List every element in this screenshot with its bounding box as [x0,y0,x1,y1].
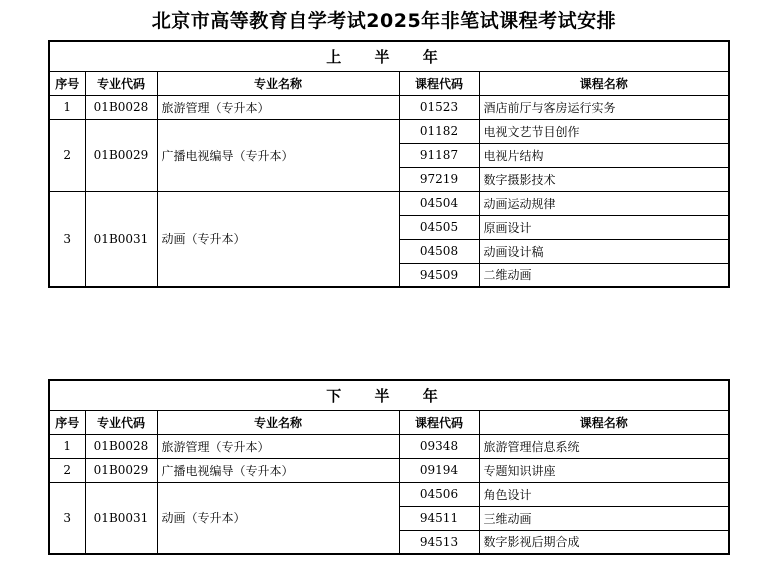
col-header-course-code: 课程代码 [399,410,479,434]
major-seq: 1 [49,95,85,119]
table-row [49,458,729,482]
course-code: 04505 [399,215,479,239]
course-name: 酒店前厅与客房运行实务 [479,95,729,119]
major-code: 01B0029 [85,458,157,482]
course-code: 01523 [399,95,479,119]
table-row [49,191,729,215]
course-code: 94513 [399,530,479,554]
course-name: 动画运动规律 [479,191,729,215]
major-seq: 3 [49,191,85,287]
major-name: 广播电视编导（专升本） [157,119,399,191]
major-seq: 3 [49,482,85,554]
course-code: 04506 [399,482,479,506]
col-header-major-code: 专业代码 [85,410,157,434]
course-code: 04508 [399,239,479,263]
column-header-row [49,410,729,434]
major-name: 广播电视编导（专升本） [157,458,399,482]
major-code: 01B0031 [85,482,157,554]
col-header-major-name: 专业名称 [157,71,399,95]
major-code: 01B0031 [85,191,157,287]
col-header-course-code: 课程代码 [399,71,479,95]
col-header-major-code: 专业代码 [85,71,157,95]
table-row [49,482,729,506]
table-row [49,434,729,458]
major-name: 动画（专升本） [157,191,399,287]
major-name: 旅游管理（专升本） [157,434,399,458]
section-banner: 上 半 年 [49,41,729,71]
course-name: 动画设计稿 [479,239,729,263]
major-code: 01B0028 [85,95,157,119]
col-header-course-name: 课程名称 [479,71,729,95]
course-name: 数字摄影技术 [479,167,729,191]
course-name: 数字影视后期合成 [479,530,729,554]
major-seq: 2 [49,119,85,191]
major-seq: 1 [49,434,85,458]
course-name: 角色设计 [479,482,729,506]
col-header-seq: 序号 [49,410,85,434]
course-code: 01182 [399,119,479,143]
column-header-row [49,71,729,95]
col-header-course-name: 课程名称 [479,410,729,434]
course-code: 91187 [399,143,479,167]
table-row [49,119,729,143]
course-code: 94511 [399,506,479,530]
second-half-schedule-table [48,379,730,555]
section-banner-row [49,380,729,410]
col-header-major-name: 专业名称 [157,410,399,434]
col-header-seq: 序号 [49,71,85,95]
course-name: 二维动画 [479,263,729,287]
major-name: 旅游管理（专升本） [157,95,399,119]
course-name: 电视文艺节目创作 [479,119,729,143]
course-code: 09194 [399,458,479,482]
page-title: 北京市高等教育自学考试2025年非笔试课程考试安排 [151,10,617,32]
section-banner-row [49,41,729,71]
course-code: 09348 [399,434,479,458]
table-row [49,95,729,119]
course-name: 专题知识讲座 [479,458,729,482]
section-banner: 下 半 年 [49,380,729,410]
major-code: 01B0028 [85,434,157,458]
major-code: 01B0029 [85,119,157,191]
course-name: 三维动画 [479,506,729,530]
course-code: 04504 [399,191,479,215]
course-name: 电视片结构 [479,143,729,167]
course-name: 原画设计 [479,215,729,239]
course-code: 97219 [399,167,479,191]
first-half-schedule-table [48,40,730,288]
course-name: 旅游管理信息系统 [479,434,729,458]
course-code: 94509 [399,263,479,287]
major-seq: 2 [49,458,85,482]
major-name: 动画（专升本） [157,482,399,554]
